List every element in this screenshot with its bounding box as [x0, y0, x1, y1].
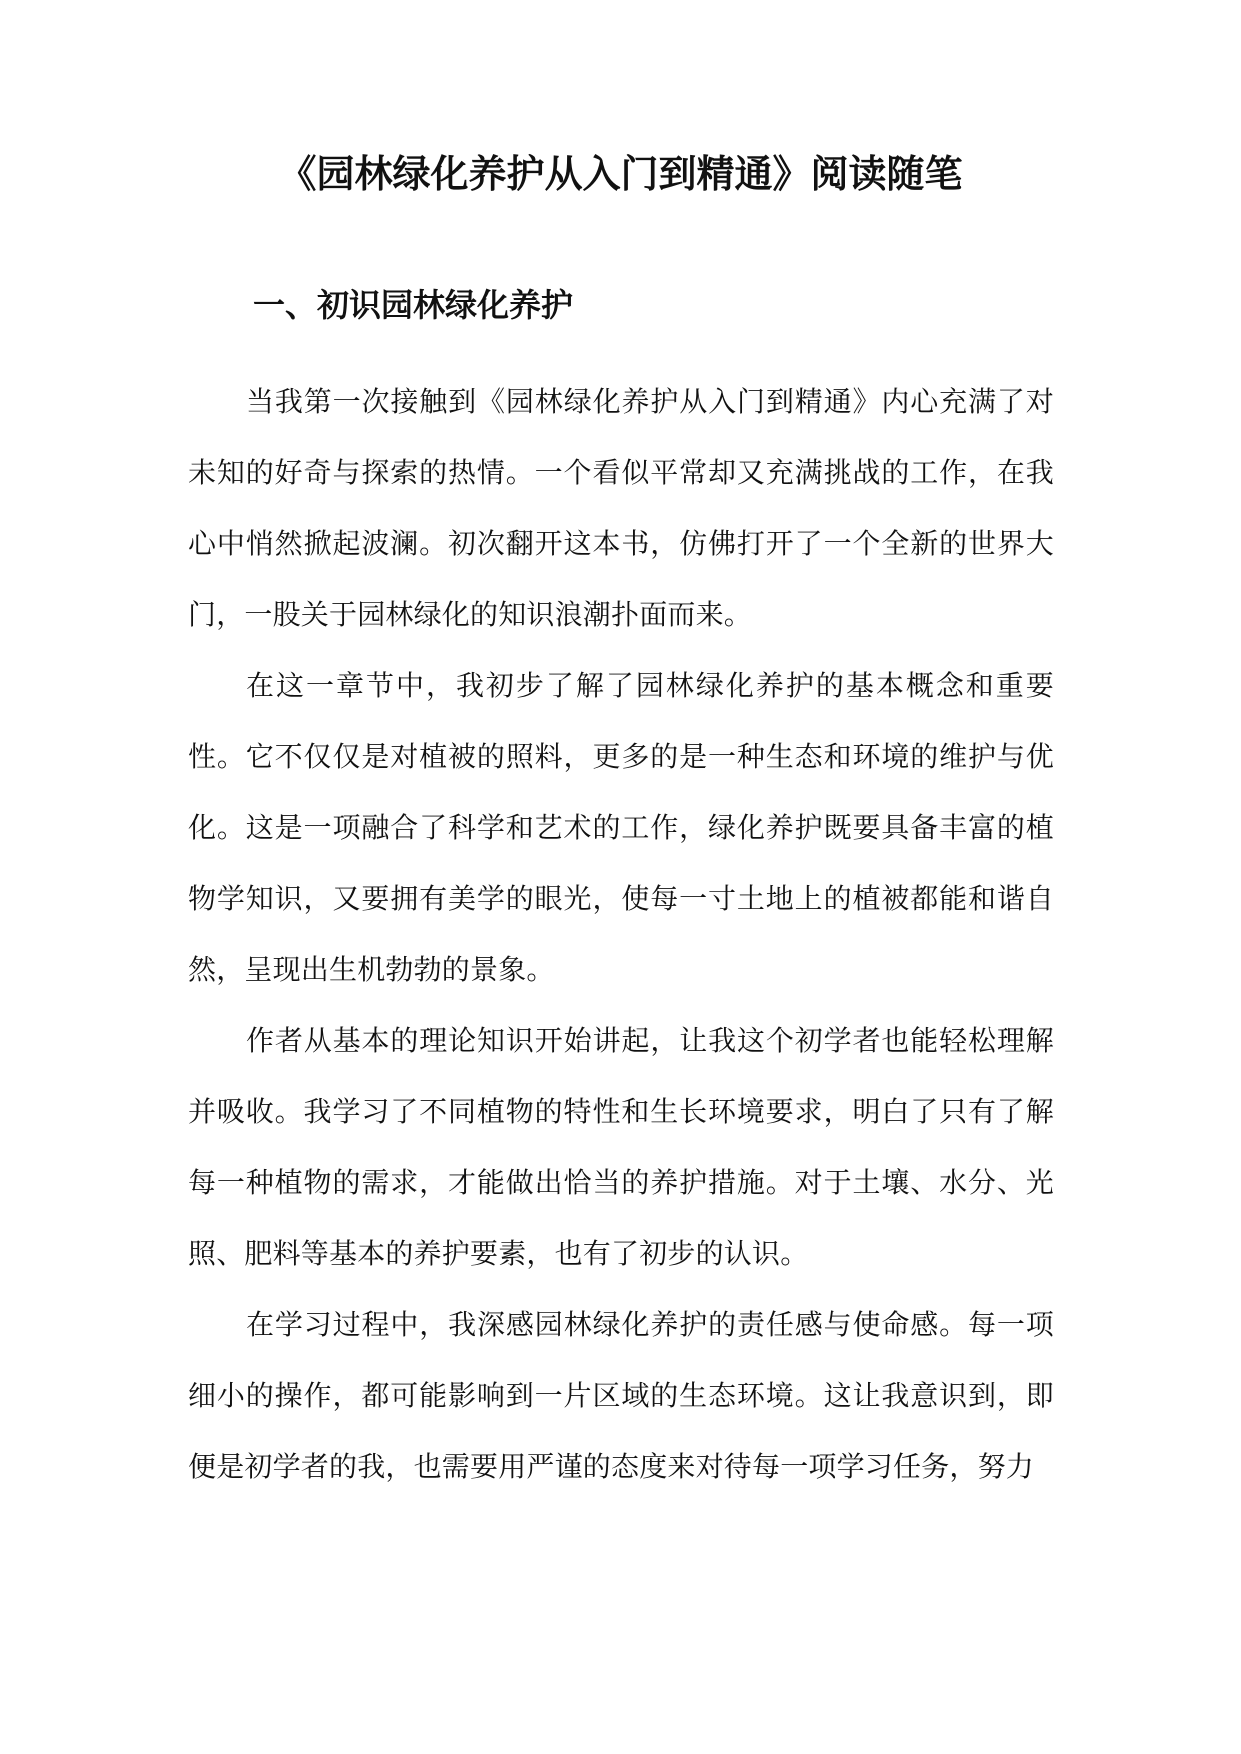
- paragraph-2: 在这一章节中，我初步了解了园林绿化养护的基本概念和重要性。它不仅仅是对植被的照料，更多的是一种生态和环境的维护与优化。这是一项融合了科学和艺术的工作，绿化养护既要具备丰富的植物学知识，又要拥有美学的眼光，使每一寸土地上的植被都能和谐自然，呈现出生机勃勃的景象。: [188, 669, 1054, 986]
- document-title: 《园林绿化养护从入门到精通》阅读随笔: [278, 152, 963, 196]
- paragraph-4: 在学习过程中，我深感园林绿化养护的责任感与使命感。每一项细小的操作，都可能影响到一片区域的生态环境。这让我意识到，即便是初学者的我，也需要用严谨的态度来对待每一项学习任务，努力: [188, 1308, 1054, 1483]
- section-body: [188, 366, 1054, 1502]
- section-heading: 一、初识园林绿化养护: [253, 286, 574, 324]
- paragraph-3: 作者从基本的理论知识开始讲起，让我这个初学者也能轻松理解并吸收。我学习了不同植物的特性和生长环境要求，明白了只有了解每一种植物的需求，才能做出恰当的养护措施。对于土壤、水分、光照、肥料等基本的养护要素，也有了初步的认识。: [188, 1024, 1054, 1270]
- paragraph-1: 当我第一次接触到《园林绿化养护从入门到精通》内心充满了对未知的好奇与探索的热情。一个看似平常却又充满挑战的工作，在我心中悄然掀起波澜。初次翻开这本书，仿佛打开了一个全新的世界大门，一股关于园林绿化的知识浪潮扑面而来。: [188, 385, 1054, 631]
